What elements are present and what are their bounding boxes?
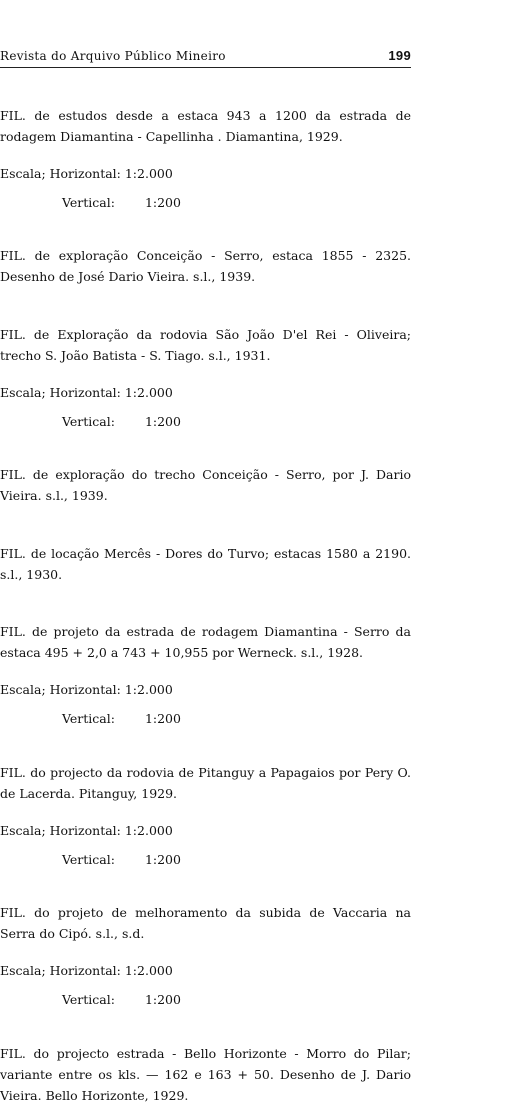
catalog-entry xyxy=(0,1043,411,1106)
catalog-entry xyxy=(0,902,411,1010)
entry-text: FIL. de locação Mercês - Dores do Turvo; estacas 1580 a 2190. s.l., 1930. xyxy=(0,545,411,582)
entry-text: FIL. de exploração do trecho Conceição - Serro, por J. Dario Vieira. s.l., 1939. xyxy=(0,467,411,503)
scale-vertical: Vertical: 1:200 xyxy=(62,413,181,429)
scale-horizontal: Escala; Horizontal: 1:2.000 xyxy=(0,682,173,697)
running-header xyxy=(0,48,411,68)
scale-horizontal: Escala; Horizontal: 1:2.000 xyxy=(0,384,173,400)
page-number: 199 xyxy=(388,48,411,63)
scale-horizontal: Escala; Horizontal: 1:2.000 xyxy=(0,963,173,978)
catalog-entry xyxy=(0,464,411,506)
scale-vertical: Vertical: 1:200 xyxy=(62,194,181,210)
entry-text: FIL. do projecto estrada - Bello Horizonte - Morro do Pilar; variante entre os kls. — 162 e 163 + 50. Desenho de J. Dario Vieira. Bello Horizonte, 1929. xyxy=(0,1045,411,1103)
catalog-entries xyxy=(0,92,411,1110)
scale-vertical: Vertical: 1:200 xyxy=(62,851,181,867)
entry-text: FIL. do projecto da rodovia de Pitanguy a Papagaios por Pery O. de Lacerda. Pitanguy, 1929. xyxy=(0,764,411,801)
entry-text: FIL. de estudos desde a estaca 943 a 1200 da estrada de rodagem Diamantina - Capellinha . Diamantina, 1929. xyxy=(0,107,411,144)
entry-text: FIL. de exploração Conceição - Serro, estaca 1855 - 2325. Desenho de José Dario Vieira. s.l., 1939. xyxy=(0,248,411,284)
journal-title: Revista do Arquivo Público Mineiro xyxy=(0,49,226,63)
catalog-entry xyxy=(0,762,411,870)
scale-vertical: Vertical: 1:200 xyxy=(62,711,181,726)
catalog-entry xyxy=(0,621,411,729)
catalog-entry xyxy=(0,543,411,585)
entry-text: FIL. de projeto da estrada de rodagem Diamantina - Serro da estaca 495 + 2,0 a 743 + 10,955 por Werneck. s.l., 1928. xyxy=(0,624,411,660)
scale-horizontal: Escala; Horizontal: 1:2.000 xyxy=(0,822,173,838)
catalog-entry xyxy=(0,105,411,213)
scale-horizontal: Escala; Horizontal: 1:2.000 xyxy=(0,165,173,181)
catalog-entry xyxy=(0,324,411,432)
catalog-entry xyxy=(0,245,411,287)
entry-text: FIL. do projeto de melhoramento da subida de Vaccaria na Serra do Cipó. s.l., s.d. xyxy=(0,905,411,941)
scale-vertical: Vertical: 1:200 xyxy=(62,992,181,1007)
entry-text: FIL. de Exploração da rodovia São João D'el Rei - Oliveira; trecho S. João Batista - S. Tiago. s.l., 1931. xyxy=(0,326,411,363)
